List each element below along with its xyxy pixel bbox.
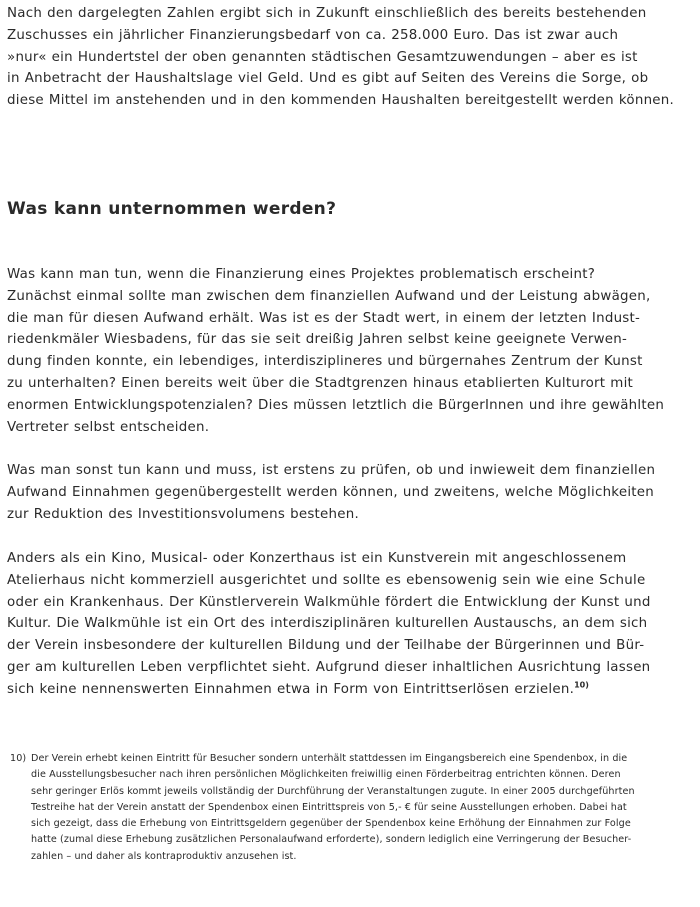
- text-line: Was kann man tun, wenn die Finanzierung eines Projektes problematisch erscheint?: [7, 267, 596, 282]
- text-line: der Verein insbesondere der kulturellen Bildung und der Teilhabe der Bürgerinnen und Bür-: [7, 638, 645, 654]
- text-line: enormen Entwicklungspotenzialen? Dies müssen letztlich die BürgerInnen und ihre gewählten: [7, 397, 665, 413]
- text-line: Was man sonst tun kann und muss, ist erstens zu prüfen, ob und inwieweit dem finanziellen: [7, 463, 656, 478]
- text-line-with-footnote: [7, 679, 651, 701]
- text-line: dung finden konnte, ein lebendiges, interdisziplineres und bürgernahes Zentrum der Kunst: [7, 354, 643, 370]
- text-line: Vertreter selbst entscheiden.: [7, 419, 210, 435]
- text-line: Aufwand Einnahmen gegenübergestellt werden können, und zweitens, welche Möglichkeiten: [7, 484, 655, 500]
- text-line: »nur« ein Hundertstel der oben genannten städtischen Gesamtzuwendungen – aber es ist: [7, 49, 638, 65]
- text-line: zur Reduktion des Investitionsvolumens bestehen.: [7, 506, 360, 522]
- footnote-number: 10): [10, 753, 27, 764]
- footnote-line: sich gezeigt, dass die Erhebung von Eintrittsgeldern gegenüber der Spendenbox keine Erhöhung der Einnahmen zur Folge: [31, 818, 631, 830]
- footnote-line: hatte (zumal diese Erhebung zusätzlichen Personalaufwand erforderte), sondern lediglich eine Verringerung der Besucher-: [31, 834, 632, 846]
- text-line: Atelierhaus nicht kommerziell ausgerichtet und sollte es ebensowenig sein wie eine Schule: [7, 572, 646, 588]
- text-line: Zunächst einmal sollte man zwischen dem finanziellen Aufwand und der Leistung abwägen,: [7, 288, 651, 304]
- text-line: sich keine nennenswerten Einnahmen etwa in Form von Eintrittserlösen erzielen.: [7, 681, 575, 697]
- footnote-line: Testreihe hat der Verein anstatt der Spendenbox einen Eintrittspreis von 5,- € für seine Ausstellungen erhoben. Dabei hat: [31, 801, 627, 813]
- paragraph-financing-need: [7, 3, 674, 112]
- text-line: zu unterhalten? Einen bereits weit über die Stadtgrenzen hinaus etablierten Kulturort mit: [7, 375, 634, 391]
- text-line: Anders als ein Kino, Musical- oder Konzerthaus ist ein Kunstverein mit angeschlossenem: [7, 551, 627, 566]
- text-line: Zuschusses ein jährlicher Finanzierungsbedarf von ca. 258.000 Euro. Das ist zwar auch: [7, 27, 619, 43]
- footnote-line: zahlen – und daher als kontraproduktiv anzusehen ist.: [31, 850, 297, 862]
- text-line: Nach den dargelegten Zahlen ergibt sich in Zukunft einschließlich des bereits bestehenden: [7, 6, 647, 21]
- footnote-line: Der Verein erhebt keinen Eintritt für Besucher sondern unterhält stattdessen im Eingangsbereich eine Spendenbox, in die: [31, 753, 628, 764]
- text-line: Kultur. Die Walkmühle ist ein Ort des interdisziplinären kulturellen Austauschs, an dem sich: [7, 616, 648, 632]
- paragraph-non-commercial: [7, 548, 651, 701]
- text-line: ger am kulturellen Leben verpflichtet sieht. Aufgrund dieser inhaltlichen Ausrichtung lassen: [7, 659, 651, 675]
- footnote-text: [31, 751, 635, 865]
- text-line: in Anbetracht der Haushaltslage viel Geld. Und es gibt auf Seiten des Vereins die Sorge, ob: [7, 71, 649, 87]
- text-line: diese Mittel im anstehenden und in den kommenden Haushalten bereitgestellt werden können.: [7, 93, 675, 109]
- section-heading: Was kann unternommen werden?: [7, 199, 337, 219]
- footnote-line: die Ausstellungsbesucher nach ihren persönlichen Möglichkeiten freiwillig einen Förderbeitrag entrichten können. Deren: [31, 769, 621, 781]
- footnote-reference[interactable]: 10): [574, 680, 589, 690]
- text-line: die man für diesen Aufwand erhält. Was ist es der Stadt wert, in einem der letzten Indust-: [7, 310, 641, 326]
- text-line: oder ein Krankenhaus. Der Künstlerverein Walkmühle fördert die Entwicklung der Kunst und: [7, 594, 651, 610]
- text-line: riedenkmäler Wiesbadens, für das sie seit dreißig Jahren selbst keine geeignete Verwen-: [7, 332, 628, 348]
- paragraph-what-to-do: [7, 264, 664, 438]
- paragraph-revenue-check: [7, 460, 655, 525]
- footnote-line: sehr geringer Erlös kommt jeweils vollständig der Durchführung der Veranstaltungen zugute. In einer 2005 durchgeführten: [31, 785, 635, 797]
